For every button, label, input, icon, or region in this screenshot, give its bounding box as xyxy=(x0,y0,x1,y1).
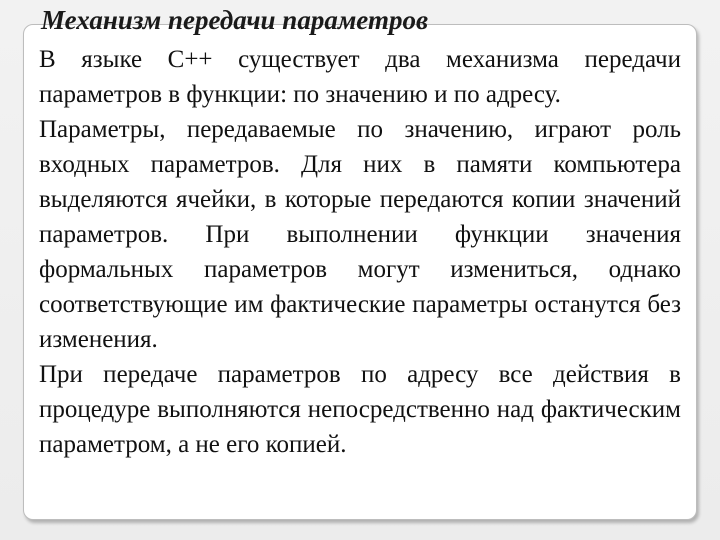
slide-body xyxy=(39,42,681,462)
slide-title: Механизм передачи параметров xyxy=(41,5,429,35)
paragraph-mechanisms: В языке С++ существует два механизма передачи параметров в функции: по значению и по адресу. xyxy=(39,46,681,108)
paragraph-by-address: При передаче параметров по адресу все действия в процедуре выполняются непосредственно над фактическим параметром, а не его копией. xyxy=(39,361,681,458)
paragraph-by-value: Параметры, передаваемые по значению, играют роль входных параметров. Для них в памяти компьютера выделяются ячейки, в которые передаются копии значений параметров. При выполнении функции значения формальных параметров могут измениться, однако соответствующие им фактические параметры останутся без изменения. xyxy=(39,116,681,353)
